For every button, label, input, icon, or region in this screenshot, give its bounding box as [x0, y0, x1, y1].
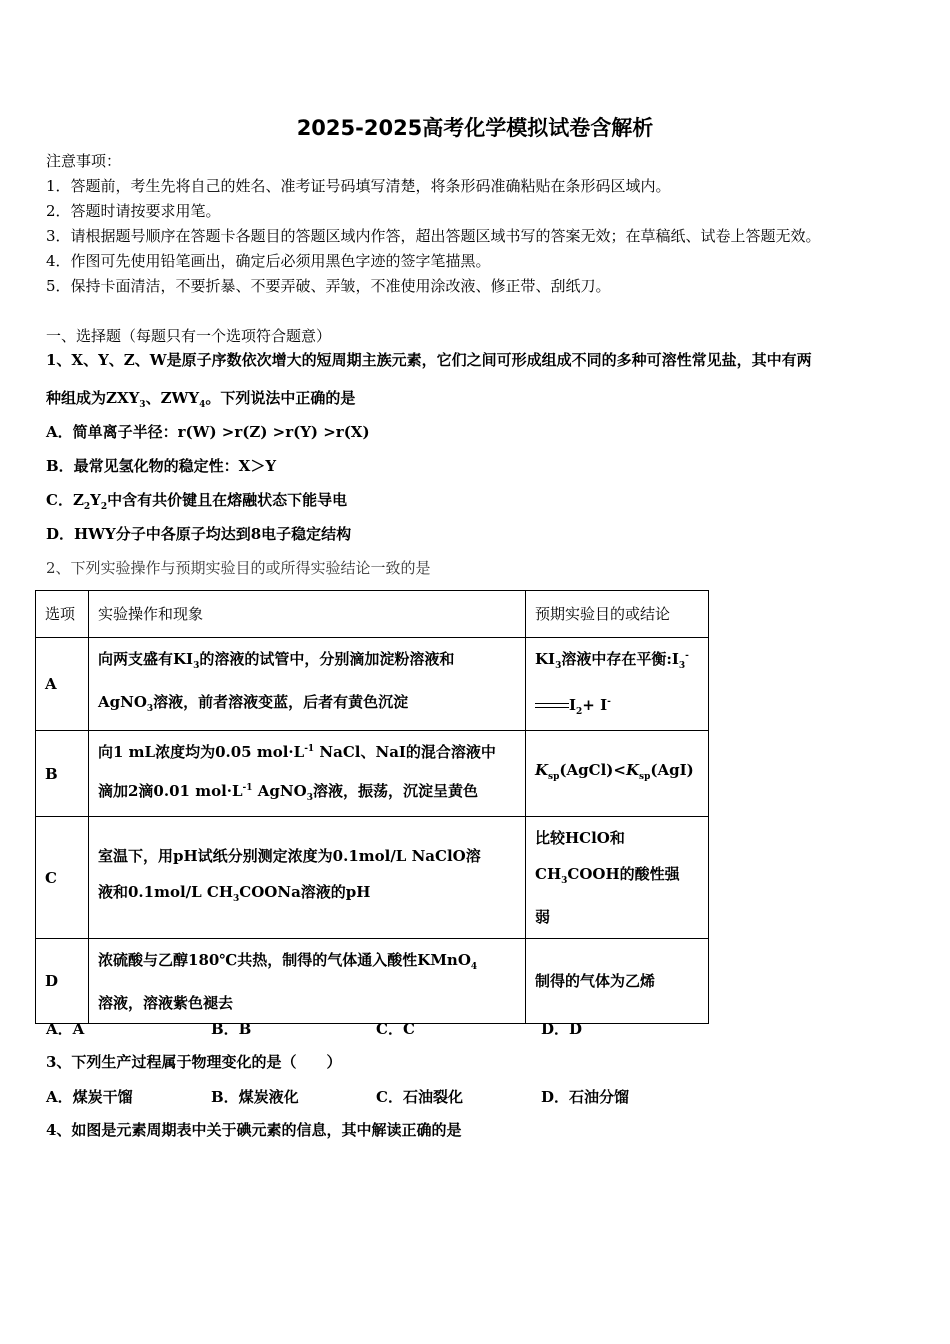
- row-conclusion: $KI_3$溶液中存在平衡$:I_3^-$ $I_2+ I^-$: [526, 638, 709, 731]
- q4-stem: 4、如图是元素周期表中关于碘元素的信息，其中解读正确的是: [46, 1121, 462, 1139]
- row-operation: 向两支盛有$KI_3$的溶液的试管中，分别滴加淀粉溶液和 AgNO$_3$溶液，前者溶液变蓝，后者有黄色沉淀: [89, 638, 526, 731]
- notice-item: 1．答题前，考生先将自己的姓名、准考证号码填写清楚，将条形码准确粘贴在条形码区域内。: [46, 177, 671, 195]
- row-operation: 浓硫酸与乙醇180℃共热，制得的气体通入酸性KMnO$_4$ 溶液，溶液紫色褪去: [89, 939, 526, 1024]
- row-operation: 室温下，用pH试纸分别测定浓度为0.1mol/L NaClO溶 液和0.1mol/L $CH_3COONa$溶液的pH: [89, 817, 526, 939]
- q3-options: [46, 1086, 706, 1107]
- q2-options: [46, 1018, 706, 1039]
- q1-option-d: D．HWY分子中各原子均达到8电子稳定结构: [46, 525, 352, 543]
- q1-option-c: C．$Z_2Y_2$中含有共价键且在熔融状态下能导电: [46, 491, 348, 512]
- q2-stem: 2、下列实验操作与预期实验目的或所得实验结论一致的是: [46, 559, 431, 577]
- row-label: B: [36, 731, 89, 817]
- q3-stem: 3、下列生产过程属于物理变化的是（ ）: [46, 1053, 342, 1071]
- q1-stem-line2: 种组成为$ZXY_3$、$ZWY_4$。下列说法中正确的是: [46, 389, 356, 410]
- notice-item: 2．答题时请按要求用笔。: [46, 202, 221, 220]
- q1-option-b: B．最常见氢化物的稳定性：X＞Y: [46, 457, 277, 475]
- q2-option-a: A．A: [46, 1020, 85, 1038]
- row-conclusion: $K_{sp}(AgCl)<K_{sp}(AgI)$: [526, 731, 709, 817]
- header-conclusion: 预期实验目的或结论: [526, 591, 709, 638]
- notice-item: 3．请根据题号顺序在答题卡各题目的答题区域内作答，超出答题区域书写的答案无效；在草稿纸、试卷上答题无效。: [46, 227, 821, 245]
- header-operation: 实验操作和现象: [89, 591, 526, 638]
- table-row: [36, 817, 709, 939]
- q3-option-d: D．石油分馏: [541, 1088, 630, 1106]
- notice-item: 5．保持卡面清洁，不要折暴、不要弄破、弄皱，不准使用涂改液、修正带、刮纸刀。: [46, 277, 611, 295]
- notice-item: 4．作图可先使用铅笔画出，确定后必须用黑色字迹的签字笔描黑。: [46, 252, 491, 270]
- row-conclusion: 比较HClO和 $CH_3COOH$的酸性强 弱: [526, 817, 709, 939]
- q3-option-c: C．石油裂化: [376, 1088, 463, 1106]
- table-row: [36, 731, 709, 817]
- table-header-row: [36, 591, 709, 638]
- table-row: [36, 939, 709, 1024]
- table-row: [36, 638, 709, 731]
- q3-option-b: B．煤炭液化: [211, 1088, 299, 1106]
- q3-option-a: A．煤炭干馏: [46, 1088, 133, 1106]
- experiment-table: [35, 590, 709, 1024]
- q2-option-b: B．B: [211, 1020, 252, 1038]
- q1-stem-line1: 1、X、Y、Z、W是原子序数依次增大的短周期主族元素，它们之间可形成组成不同的多种可溶性常见盐，其中有两: [46, 351, 812, 369]
- q2-option-c: C．C: [376, 1020, 415, 1038]
- page-title: 2025-2025高考化学模拟试卷含解析: [296, 116, 654, 140]
- row-operation: 向1 mL浓度均为0.05 $mol\cdot L^{-1}$ NaCl、NaI的混合溶液中 滴加2滴0.01 $mol\cdot L^{-1}$ AgNO$_3$溶液，振荡，沉淀呈黄色: [89, 731, 526, 817]
- row-label: A: [36, 638, 89, 731]
- header-option: 选项: [36, 591, 89, 638]
- row-conclusion: 制得的气体为乙烯: [526, 939, 709, 1024]
- q1-option-a: A．简单离子半径：r(W) >r(Z) >r(Y) >r(X): [46, 423, 370, 441]
- notice-heading: 注意事项：: [46, 152, 122, 170]
- row-label: C: [36, 817, 89, 939]
- row-label: D: [36, 939, 89, 1024]
- q2-option-d: D．D: [541, 1020, 583, 1038]
- section-heading: 一、选择题（每题只有一个选项符合题意）: [46, 327, 332, 345]
- equilibrium-arrow-icon: [535, 701, 569, 711]
